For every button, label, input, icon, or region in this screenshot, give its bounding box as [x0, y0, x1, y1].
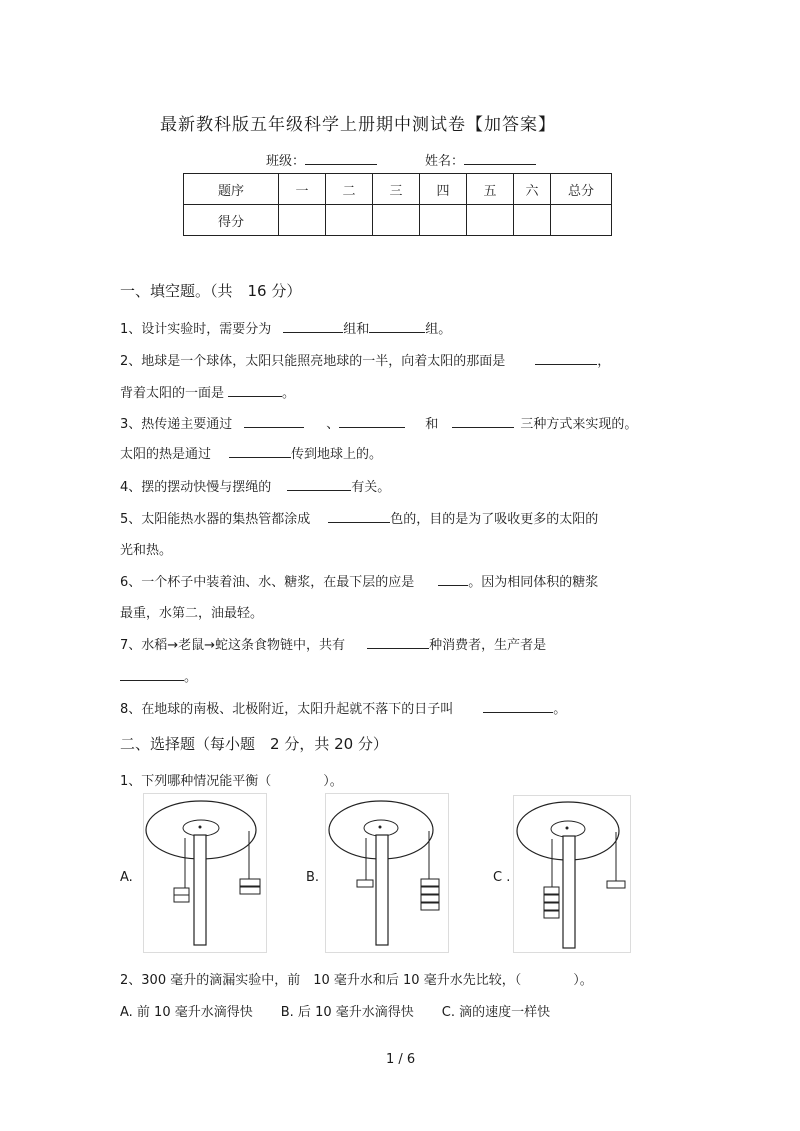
answer-blank[interactable]: [120, 679, 184, 681]
section1-q6-line2: 最重，水第二，油最轻。: [120, 606, 264, 621]
section1-q5-line1: [120, 508, 598, 527]
section1-q5-line2: 光和热。: [120, 543, 173, 558]
section1-q2-line1: [120, 350, 610, 369]
weight-block: [174, 888, 189, 895]
class-label: 班级：: [266, 154, 306, 169]
answer-blank[interactable]: [244, 426, 304, 428]
weight-block: [240, 879, 260, 886]
section1-q3-line1: [120, 413, 637, 432]
weight-block: [607, 881, 625, 888]
answer-blank[interactable]: [328, 521, 390, 523]
score-cell[interactable]: [551, 205, 612, 236]
q1-text: 组。: [425, 322, 452, 337]
q6-text: 6、一个杯子中装着油、水、糖浆，在最下层的应是: [120, 575, 415, 590]
section1-q1: [120, 318, 451, 337]
weight-block: [544, 911, 559, 918]
q2-text: 。: [282, 386, 296, 401]
page-number: 1 / 6: [386, 1052, 416, 1067]
q7-text: 。: [184, 670, 198, 685]
option-a-label[interactable]: A.: [120, 870, 133, 885]
section1-q8: [120, 698, 566, 717]
weight-block: [544, 887, 559, 894]
weight-block: [357, 880, 373, 887]
answer-blank[interactable]: [287, 489, 351, 491]
q3-text: 、: [326, 417, 340, 432]
section1-q3-line2: [120, 443, 382, 462]
score-header-cell: 二: [326, 174, 373, 205]
section2-q1-text: 1、下列哪种情况能平衡（ ）。: [120, 774, 343, 789]
pivot: [566, 827, 569, 830]
q8-text: 。: [553, 702, 567, 717]
q5-text: 色的，目的是为了吸收更多的太阳的: [390, 512, 599, 527]
answer-blank[interactable]: [535, 363, 597, 365]
stand-pole: [563, 836, 575, 948]
score-cell[interactable]: [326, 205, 373, 236]
score-header-cell: 五: [467, 174, 514, 205]
balance-figure-a[interactable]: [143, 793, 267, 953]
score-header-cell: 总分: [551, 174, 612, 205]
q3-text: 太阳的热是通过: [120, 447, 212, 462]
score-header-cell: 六: [514, 174, 551, 205]
option-b-label[interactable]: B.: [306, 870, 320, 885]
stand-pole: [376, 835, 388, 945]
answer-blank[interactable]: [483, 711, 553, 713]
weight-block: [421, 887, 439, 894]
section1-q7-line2: [120, 666, 197, 685]
answer-blank[interactable]: [228, 395, 282, 397]
section2-q2-text: 2、300 毫升的滴漏实验中，前 10 毫升水和后 10 毫升水先比较，（ ）。: [120, 973, 593, 988]
section1-q7-line1: [120, 634, 546, 653]
q2-option-a[interactable]: A. 前 10 毫升水滴得快: [120, 1005, 253, 1020]
option-c-label[interactable]: C .: [493, 870, 511, 885]
q2-text: 背着太阳的一面是: [120, 386, 225, 401]
score-cell[interactable]: [420, 205, 467, 236]
q8-text: 8、在地球的南极、北极附近，太阳升起就不落下的日子叫: [120, 702, 454, 717]
stand-pole: [194, 835, 206, 945]
class-blank[interactable]: [305, 163, 377, 165]
balance-figure-b[interactable]: [325, 793, 449, 953]
q5-text: 5、太阳能热水器的集热管都涂成: [120, 512, 311, 527]
score-header-cell: 题序: [184, 174, 279, 205]
score-cell[interactable]: [467, 205, 514, 236]
q4-text: 4、摆的摆动快慢与摆绳的: [120, 480, 272, 495]
weight-block: [421, 879, 439, 886]
score-header-cell: 一: [279, 174, 326, 205]
answer-blank[interactable]: [369, 331, 425, 333]
answer-blank[interactable]: [438, 584, 468, 586]
score-cell[interactable]: [373, 205, 420, 236]
section2-q2-options: [120, 1001, 550, 1020]
q3-text: 传到地球上的。: [291, 447, 383, 462]
score-header-cell: 三: [373, 174, 420, 205]
score-header-cell: 四: [420, 174, 467, 205]
q4-text: 有关。: [351, 480, 391, 495]
section1-heading: 一、填空题。（共 16 分）: [120, 282, 302, 300]
answer-blank[interactable]: [339, 426, 405, 428]
q3-text: 三种方式来实现的。: [520, 417, 638, 432]
score-cell[interactable]: [514, 205, 551, 236]
q2-option-c[interactable]: C. 滴的速度一样快: [441, 1005, 551, 1020]
section2-heading: 二、选择题（每小题 2 分，共 20 分）: [120, 735, 388, 753]
name-label: 姓名：: [425, 154, 465, 169]
q2-option-b[interactable]: B. 后 10 毫升水滴得快: [280, 1005, 414, 1020]
score-cell[interactable]: [279, 205, 326, 236]
pivot: [379, 826, 382, 829]
section1-q2-line2: [120, 382, 295, 401]
score-table-row: [184, 205, 612, 236]
weight-block: [240, 887, 260, 894]
score-table: [183, 173, 612, 236]
balance-figure-c[interactable]: [513, 795, 631, 953]
answer-blank[interactable]: [283, 331, 343, 333]
weight-block: [544, 895, 559, 902]
name-blank[interactable]: [464, 163, 536, 165]
weight-block: [544, 903, 559, 910]
q2-text: ，: [597, 354, 611, 369]
weight-block: [421, 903, 439, 910]
answer-blank[interactable]: [452, 426, 514, 428]
pivot: [199, 826, 202, 829]
class-name-line: [266, 150, 536, 169]
answer-blank[interactable]: [367, 647, 429, 649]
section1-q6-line1: [120, 571, 598, 590]
q7-text: 种消费者，生产者是: [429, 638, 547, 653]
q1-text: 1、设计实验时，需要分为: [120, 322, 272, 337]
q3-text: 3、热传递主要通过: [120, 417, 233, 432]
score-table-header-row: [184, 174, 612, 205]
q1-text: 组和: [343, 322, 370, 337]
q2-text: 2、地球是一个球体，太阳只能照亮地球的一半，向着太阳的那面是: [120, 354, 506, 369]
answer-blank[interactable]: [229, 456, 291, 458]
weight-block: [421, 895, 439, 902]
page-title: 最新教科版五年级科学上册期中测试卷【加答案】: [160, 115, 556, 135]
q7-text: 7、水稻→老鼠→蛇这条食物链中，共有: [120, 638, 346, 653]
q6-text: 。因为相同体积的糖浆: [468, 575, 599, 590]
section1-q4: [120, 476, 390, 495]
q3-text: 和: [425, 417, 439, 432]
score-row-label: 得分: [184, 205, 279, 236]
weight-block: [174, 895, 189, 902]
